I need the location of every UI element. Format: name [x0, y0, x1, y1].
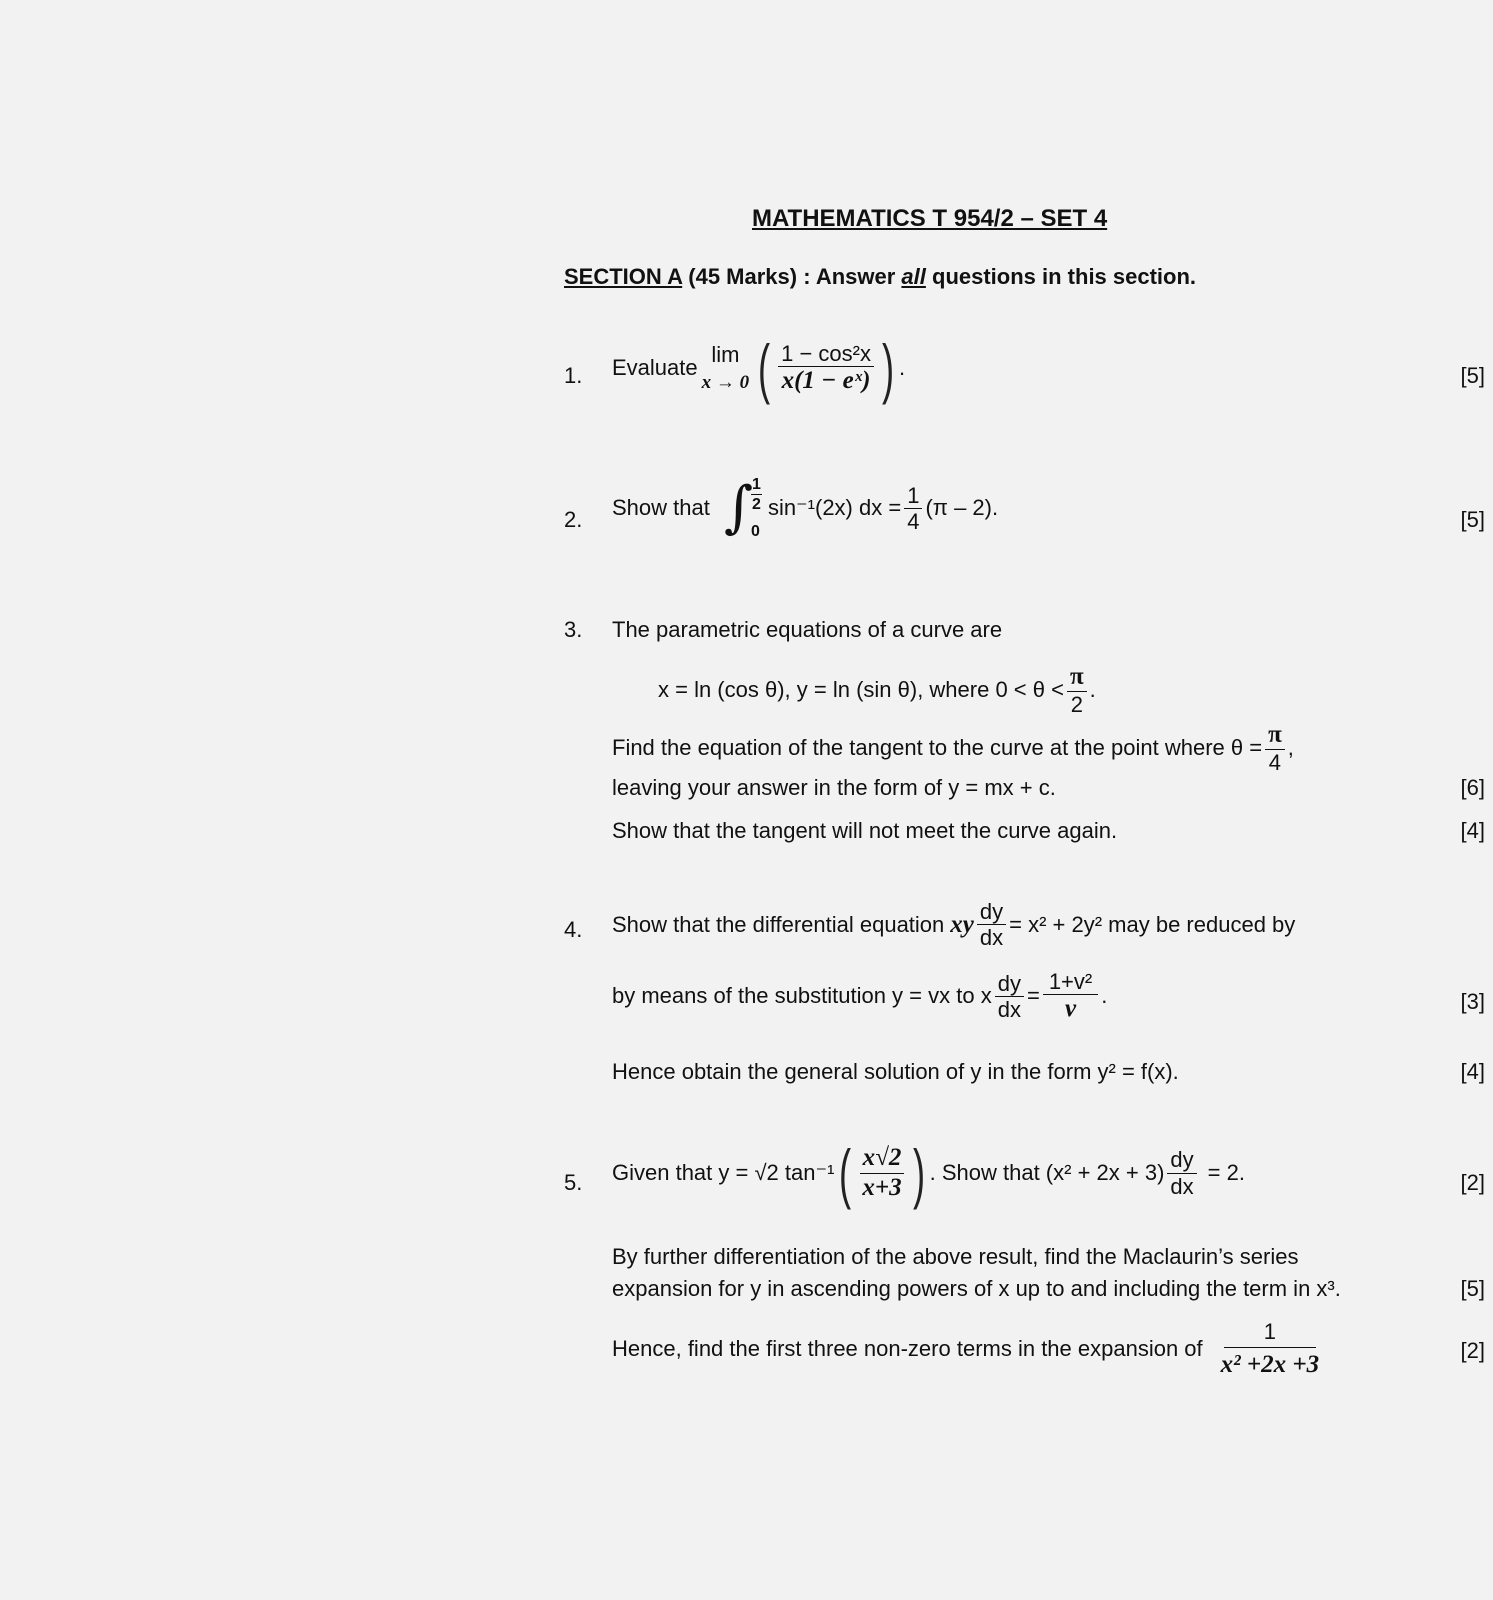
upper-limit-num: 1	[751, 475, 762, 495]
q5-right-paren: )	[912, 1136, 925, 1210]
integral-sign: ∫	[723, 475, 754, 541]
question-5-line-1b: . Show that (x² + 2x + 3)	[929, 1160, 1165, 1185]
lim-subscript: x → 0	[701, 372, 750, 394]
question-3-line-3-text: Find the equation of the tangent to the curve at the point where θ =	[612, 735, 1263, 761]
equation-den: 2	[1070, 692, 1083, 718]
page-title: MATHEMATICS T 954/2 – SET 4	[752, 205, 1108, 232]
question-4-line-2a: by means of the substitution y = vx to x	[612, 983, 992, 1009]
question-3-line-4: leaving your answer in the form of y = mx + c.	[612, 775, 1056, 800]
dy: dy	[977, 900, 1006, 925]
equation-num: π	[1067, 664, 1087, 692]
question-5-inner-fraction	[859, 1145, 904, 1201]
question-3-equation-fraction	[1067, 664, 1087, 716]
question-4-mark-b: [4]	[1460, 1059, 1485, 1084]
question-2-body	[612, 475, 998, 542]
question-5-line-1c: = 2.	[1207, 1160, 1245, 1185]
question-3-equation-text: x = ln (cos θ), y = ln (sin θ), where 0 < θ <	[658, 677, 1064, 703]
dy-2: dy	[995, 972, 1024, 997]
rhs-num: 1+v²	[1043, 970, 1098, 995]
question-4-derivative	[977, 900, 1006, 949]
question-3-equation: x = ln (cos θ), y = ln (sin θ), where 0 < θ < $\frac{\pi}{2}$ .	[658, 663, 1096, 718]
question-3-theta-fraction	[1265, 722, 1285, 774]
question-4-line-1b: = x² + 2y² may be reduced by	[1009, 911, 1296, 937]
question-5-number: 5.	[564, 1170, 583, 1195]
section-text-1: (45 Marks) : Answer	[682, 264, 902, 289]
question-1-denominator: x(1 − eˣ)	[781, 366, 871, 394]
upper-limit-den: 2	[752, 496, 761, 514]
question-5-line-4-text: Hence, find the first three non-zero terms in the expansion of	[612, 1336, 1203, 1362]
question-3-number: 3.	[564, 617, 583, 642]
question-1-body: Evaluate lim x → 0 ( $\frac{\text{1 − cos²x}}{\text{x(1 − eˣ)}}$ ) .	[612, 331, 906, 405]
final-num: 1	[1224, 1320, 1316, 1348]
question-1-text: Evaluate	[612, 355, 698, 380]
question-4-number: 4.	[564, 917, 583, 942]
question-4-rhs-fraction	[1043, 970, 1098, 1022]
result-den: 4	[907, 508, 920, 534]
question-2-mark: [5]	[1460, 507, 1485, 532]
question-1-numerator: 1 − cos²x	[778, 342, 874, 367]
final-den: x² +2x +3	[1220, 1351, 1320, 1379]
q5-dy: dy	[1167, 1148, 1196, 1173]
question-5-line-1a: Given that y = √2 tan⁻¹	[612, 1160, 835, 1185]
result-num: 1	[904, 484, 922, 509]
question-4-line-1a: Show that the differential equation	[612, 911, 945, 937]
right-paren: )	[881, 331, 895, 405]
q5-left-paren: (	[839, 1136, 852, 1210]
section-all: all	[901, 264, 926, 289]
question-4-xy: xy	[950, 910, 974, 938]
question-2-result-fraction	[904, 484, 922, 533]
section-label: SECTION A	[564, 264, 683, 289]
question-4-mark-a: [3]	[1460, 989, 1485, 1014]
question-4-derivative-2	[995, 972, 1024, 1021]
inner-den: x+3	[862, 1173, 902, 1201]
question-2-result-tail: (π – 2).	[925, 495, 999, 521]
limit-operator	[702, 340, 750, 395]
question-4-line-2: by means of the substitution y = vx to x $\frac{dy}{dx}$ = $\frac{\text{1+v²}}{v}$ .	[612, 969, 1108, 1023]
integral-limits	[751, 475, 762, 542]
question-2-integrand: sin⁻¹(2x) dx =	[767, 495, 902, 521]
question-1-number: 1.	[564, 363, 583, 388]
theta-num: π	[1265, 722, 1285, 750]
upper-limit	[751, 475, 762, 514]
question-3-mark-b: [4]	[1460, 818, 1485, 843]
question-5-final-fraction	[1218, 1320, 1323, 1378]
question-3-line-5: Show that the tangent will not meet the curve again.	[612, 818, 1118, 843]
section-text-2: questions in this section.	[925, 264, 1197, 289]
lim-word: lim	[711, 342, 740, 368]
rhs-den: v	[1064, 995, 1077, 1023]
question-1-fraction	[778, 342, 874, 394]
question-5-mark-a: [2]	[1460, 1170, 1485, 1195]
question-5-derivative	[1167, 1148, 1196, 1197]
question-5-line-2: By further differentiation of the above result, find the Maclaurin’s series	[612, 1244, 1299, 1269]
question-3-line-1: The parametric equations of a curve are	[612, 617, 1003, 642]
dx-2: dx	[997, 996, 1021, 1022]
question-1-mark: [5]	[1460, 363, 1485, 388]
question-2-number: 2.	[564, 507, 583, 532]
inner-num: x√2	[860, 1145, 905, 1173]
question-4-line-3: Hence obtain the general solution of y in the form y² = f(x).	[612, 1059, 1179, 1084]
question-5-line-4	[612, 1320, 1325, 1378]
lower-limit: 0	[751, 523, 760, 541]
left-paren: (	[758, 331, 771, 405]
question-2-text: Show that	[612, 495, 710, 521]
question-3-mark-a: [6]	[1460, 775, 1485, 800]
dx: dx	[979, 925, 1004, 951]
theta-den: 4	[1268, 750, 1282, 776]
question-4-line-1	[612, 900, 1295, 949]
section-heading	[564, 264, 1196, 290]
question-5-mark-b: [5]	[1460, 1276, 1485, 1301]
question-3-line-3: Find the equation of the tangent to the curve at the point where θ = $\frac{\pi}{4}$ ,	[612, 721, 1294, 776]
question-5-line-3: expansion for y in ascending powers of x up to and including the term in x³.	[612, 1276, 1341, 1301]
question-5-mark-c: [2]	[1460, 1338, 1485, 1363]
question-5-line-1	[612, 1136, 1245, 1210]
q5-dx: dx	[1170, 1173, 1194, 1199]
